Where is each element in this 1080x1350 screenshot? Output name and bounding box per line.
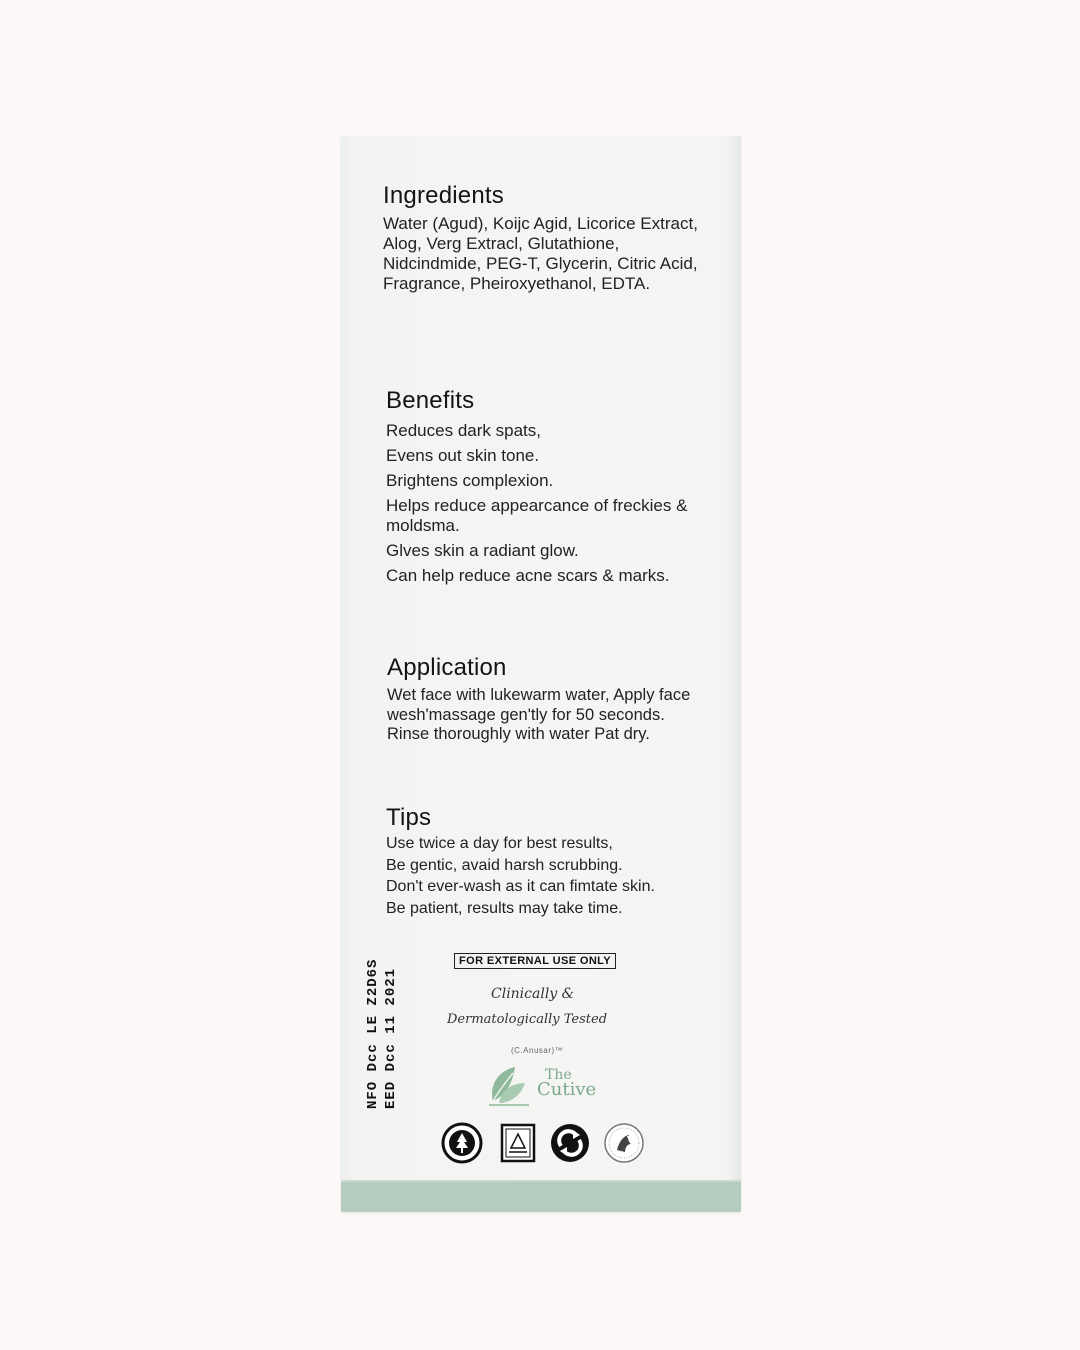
- application-section: [387, 654, 733, 745]
- leaf-icon: [485, 1061, 535, 1107]
- tips-section: [386, 804, 733, 920]
- batch-code: [361, 959, 405, 1109]
- bird-seal-icon: [603, 1122, 645, 1164]
- bottom-color-band: [341, 1180, 741, 1212]
- tip-item: Use twice a day for best results,: [386, 835, 613, 852]
- benefit-item: Evens out skin tone.: [386, 446, 540, 465]
- benefits-section: [386, 387, 733, 591]
- tip-item: Don't ever-wash as it can fimtate skin.: [386, 878, 655, 895]
- tip-item: Be gentic, avaid harsh scrubbing.: [386, 856, 623, 874]
- application-heading: Application: [387, 654, 507, 681]
- benefit-item: Can help reduce acne scars & marks.: [386, 566, 670, 585]
- benefit-item: Reduces dark spats,: [386, 421, 541, 440]
- benefit-item: Glves skin a radiant glow.: [386, 541, 579, 560]
- benefit-item: Helps reduce appearcance of freckies & moldsma.: [386, 496, 688, 535]
- external-use-label: FOR EXTERNAL USE ONLY: [454, 953, 616, 969]
- certification-icons: [441, 1122, 651, 1168]
- application-text: Wet face with lukewarm water, Apply face wesh'massage gen'tly for 50 seconds. Rinse thoroughly with water Pat dry.: [387, 686, 691, 743]
- tips-heading: Tips: [386, 804, 432, 831]
- ingredients-heading: Ingredients: [383, 182, 504, 209]
- tips-list: [386, 834, 733, 919]
- tip-item: Be patient, results may take time.: [386, 899, 623, 917]
- ingredients-text: Water (Agud), Koijc Agid, Licorice Extract, Alog, Verg Extracl, Glutathione, Nidcindmide, PEG-T, Glycerin, Citric Acid, Fragrance, Pheiroxyethanol, EDTA.: [383, 214, 698, 293]
- brand-small-text: (C.Anusar)™: [511, 1046, 564, 1055]
- product-box-back-panel: [341, 136, 741, 1212]
- brand-the: The: [545, 1067, 572, 1083]
- batch-line-2: EED Dcc 11 2021: [383, 967, 399, 1109]
- cruelty-free-leaf-icon: [441, 1122, 483, 1164]
- dermatologically-tested-script: Dermatologically Tested: [447, 1012, 608, 1027]
- brand-name: Cutive: [537, 1079, 597, 1100]
- benefits-list: [386, 421, 733, 586]
- recycle-icon: [549, 1122, 591, 1164]
- eco-box-icon: [497, 1122, 539, 1164]
- ingredients-section: [383, 182, 733, 294]
- brand-logo: [485, 1061, 605, 1107]
- batch-line-1: NFO Dcc LE Z2D6S: [365, 958, 381, 1109]
- benefits-heading: Benefits: [386, 387, 475, 414]
- clinically-tested-script: Clinically &: [491, 986, 575, 1002]
- benefit-item: Brightens complexion.: [386, 471, 554, 490]
